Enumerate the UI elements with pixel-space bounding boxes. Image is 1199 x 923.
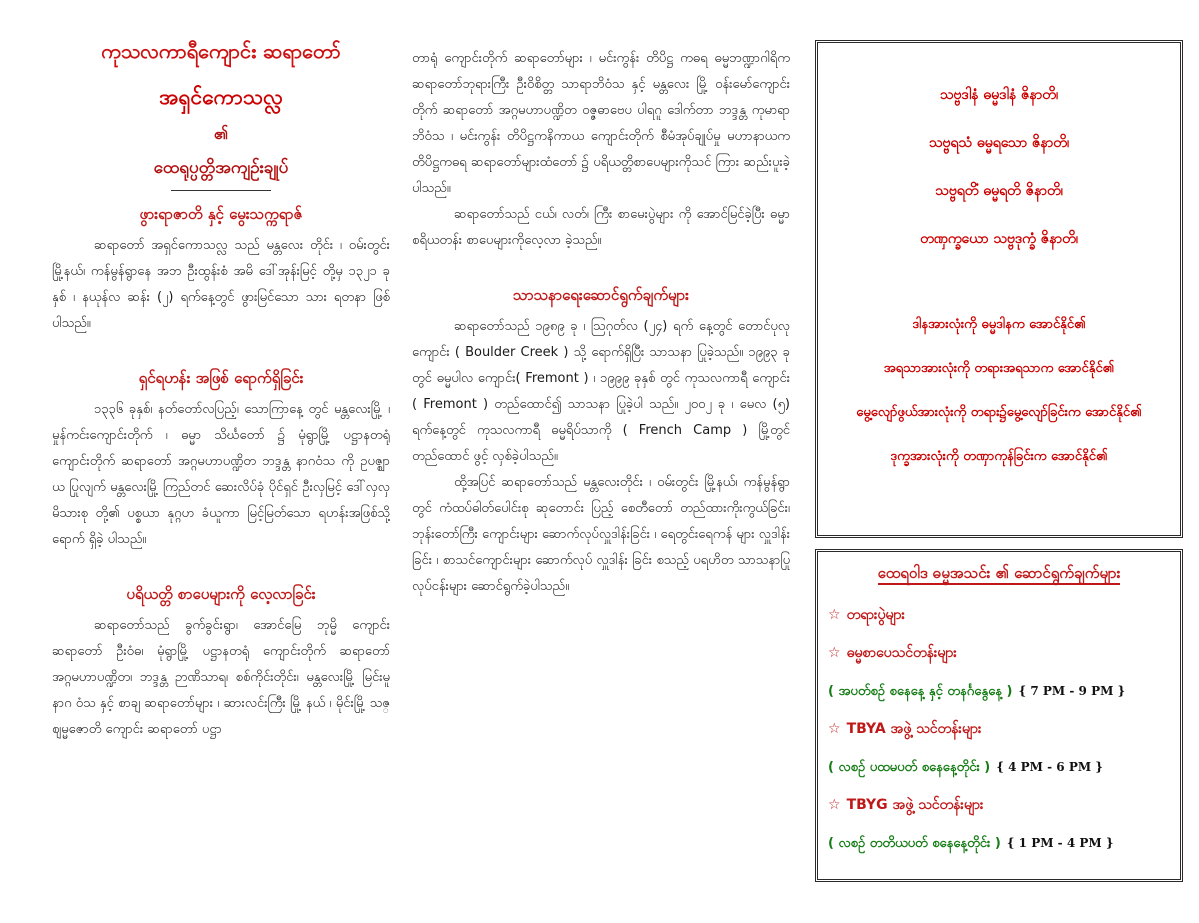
star-icon: ☆ xyxy=(828,797,841,813)
title-biography: ထေရုပ္ပတ္တိအကျဉ်းချုပ် xyxy=(153,158,289,178)
translated-verse: ဒါနအားလုံးကို ဓမ္မဒါနက အောင်နိုင်၏ xyxy=(912,317,1086,332)
activity-schedule: ( လစဉ် ပထမပတ် စနေနေ့တိုင်း ) { 4 PM - 6 PM } xyxy=(828,760,1104,775)
pali-verse: သဗ္ဗရသံ ဓမ္မရသော ဇိနာတိ၊ xyxy=(928,135,1070,151)
exams-text: ဆရာတော်သည် ငယ်၊ လတ်၊ ကြီး စာမေးပွဲများ ကို အောင်မြင်ခဲ့ပြီး ဓမ္မာစရိယတန်း စာပေများကိုလေ့လာ ခဲ့သည်။ xyxy=(412,207,790,248)
star-icon: ☆ xyxy=(828,645,841,661)
activity-dhamma-classes: ☆ ဓမ္မစာပေသင်တန်းများ xyxy=(828,645,957,661)
activity-schedule: ( အပတ်စဉ် စနေနေ့ နှင့် တနင်္ဂနွေနေ့ ) { 7 PM - 9 PM } xyxy=(828,684,1126,699)
activities-title: ထေရဝါဒ ဓမ္မအသင်း ၏ ဆောင်ရွက်ချက်များ xyxy=(818,552,1180,586)
activity-tbyg-classes: ☆ TBYG အဖွဲ့ သင်တန်းများ xyxy=(828,797,984,813)
activity-dhamma-talks: ☆ တရားပွဲများ xyxy=(828,607,906,623)
pali-verses xyxy=(818,43,1180,275)
section-heading-study: ပရိယတ္တိ စာပေများကို လေ့လာခြင်း xyxy=(126,585,316,603)
pali-verse: သဗ္ဗဒါနံ ဓမ္မဒါနံ ဇိနာတိ၊ xyxy=(939,87,1059,103)
verses-box xyxy=(815,40,1183,538)
section-heading-birth: ဖွားရာဇာတိ နှင့် မွေးသက္ကရာဇ် xyxy=(139,205,303,223)
title-particle: ၏ xyxy=(213,124,229,143)
translated-verse: ဒုက္ခအားလုံးကို တဏှာကုန်ခြင်းက အောင်နိုင်၏ xyxy=(890,449,1108,464)
pali-verse: သဗ္ဗရတိံ ဓမ္မရတိ ဇိနာတိ၊ xyxy=(935,183,1063,199)
star-icon: ☆ xyxy=(828,721,841,737)
translated-verse: အရသာအားလုံးကို တရားအရသာက အောင်နိုင်၏ xyxy=(883,361,1115,376)
activities-box xyxy=(815,549,1183,882)
works-text-charity: ထို့အပြင် ဆရာတော်သည် မန္တလေးတိုင်း ၊ ဝမ်းတွင်း မြို့နယ်၊ ကန်မွန်ရွာတွင် ကံထပ်ဓါတ်ပေါင်းစု ဆုတောင်း ပြည့် စေတီတော် တည်ထားကိုးကွယ်ခြင်း၊ ဘုန်းတော်ကြီး ကျောင်းများ ဆောက်လုပ်လှူဒါန်းခြင်း ၊ ရေတွင်းရေကန် များ လှူဒါန်းခြင်း ၊ စာသင်ကျောင်းများ ဆောက်လုပ် လှူဒါန်း ခြင်း စသည့် ပရဟိတ သာသနာပြုလုပ်ငန်းများ ဆောင်ရွက်ခဲ့ပါသည်။ xyxy=(412,475,790,594)
section-text-ordination: ၁၃၃၆ ခုနှစ်၊ နတ်တော်လပြည့်၊ သောကြာနေ့ တွင် မန္တလေးမြို့ ၊ မှုန်ကင်းကျောင်းတိုက် ၊ ဓမ္မာ သိင်္ဃတော် ၌ မုံရွာမြို့ ပဋ္ဌာနတရုံ ကျောင်းတိုက် ဆရာတော် အဂ္ဂမဟာပဏ္ဍိတ ဘဒ္ဒန္တ နာဂဝံသ ကို ဥပဇ္ဈာယ ပြုလျက် မန္တလေးမြို့ ကြည်တင် ဆေးလိပ်ခုံ ပိုင်ရှင် ဦးလှမြင့် ဒေါ်လှလှ မိသားစု တို့၏ ပစ္စယာ နုဂ္ဂဟ ခံယူကာ မြင့်မြတ်သော ရဟန်းအဖြစ်သို့ ရောက် ရှိခဲ့ ပါသည်။ xyxy=(52,402,390,547)
study-continued-text: တာရုံ ကျောင်းတိုက် ဆရာတော်များ ၊ မင်းကွန်း တိပိဋ္ဌ ကဓရ ဓမ္မဘဏ္ဍာဂါရိက ဆရာတော်ဘုရားကြီး ဦးဝိစိတ္တ သာရာဘိဝံသ နှင့် မန္တလေး မြို့ ဝန်းမော်ကျောင်း တိုက် ဆရာတော် အဂ္ဂမဟာပဏ္ဍိတ ဝဇ္ဇဓာဗေပ ပါရဂူ ဒေါက်တာ ဘဒ္ဒန္တ ကုမာရာဘိဝံသ ၊ မင်းကွန်း တိပိဋ္ဌကနိကာယ ကျောင်းတိုက် စီမံအုပ်ချုပ်မှု မဟာနာယက တိပိဋ္ဌကဓရ ဆရာတော်များထံတော် ၌ ပရိယတ္တိစာပေများကိုသင် ကြား ဆည်းပူးခဲ့ပါသည်။ xyxy=(412,51,790,196)
title-monk-name: အရှင်ကောသလ္လ xyxy=(159,85,283,109)
translated-verse: မွေ့လျော်ဖွယ်အားလုံးကို တရား၌မွေ့လျော်ခြင်းက အောင်နိုင်၏ xyxy=(856,405,1142,420)
translated-verses xyxy=(818,275,1180,467)
activity-hours: { 1 PM - 4 PM } xyxy=(1006,836,1114,850)
activity-hours: { 7 PM - 9 PM } xyxy=(1018,684,1126,698)
activity-tbya-classes: ☆ TBYA အဖွဲ့ သင်တန်းများ xyxy=(828,721,982,737)
column-middle xyxy=(400,0,800,923)
works-text-monasteries: ဆရာတော်သည် ၁၉၈၉ ခု ၊ ဩဂုတ်လ (၂၄) ရက် နေ့တွင် တောင်ပုလုကျောင်း ( Boulder Creek ) သို့ ရောက်ရှိပြီး သာသနာ ပြုခဲ့သည်။ ၁၉၉၃ ခု တွင် ဓမ္မပါလ ကျောင်း( Fremont ) ၊ ၁၉၉၉ ခုနှစ် တွင် ကုသလကာရီ ကျောင်း ( Fremont ) တည်ထောင်၍ သာသနာ ပြုခဲ့ပါ သည်။ ၂၀၀၂ ခု ၊ မေလ (၅) ရက်နေ့တွင် ကုသလကာရီ ဓမ္မရိပ်သာကို ( French Camp ) မြို့တွင်တည်ထောင် ဖွင့် လှစ်ခဲ့ပါသည်။ xyxy=(412,319,790,464)
pali-verse: တဏှက္ခယော သဗ္ဗဒုက္ခံ ဇိနာတိ၊ xyxy=(920,231,1078,247)
activity-hours: { 4 PM - 6 PM } xyxy=(996,760,1104,774)
section-heading-ordination: ရှင်ရဟန်း အဖြစ် ရောက်ရှိခြင်း xyxy=(138,369,304,387)
section-text-study: ဆရာတော်သည် ခွက်ခွင်းရွာ၊ အောင်မြေ ဘုမ္မိ ကျောင်း ဆရာတော် ဦးဝံဓ၊ မုံရွာမြို့ ပဋ္ဌာနတရုံ ကျောင်းတိုက် ဆရာတော် အဂ္ဂမဟာပဏ္ဍိတ၊ ဘဒ္ဒန္တ ဉာဏိသာရ၊ စစ်ကိုင်းတိုင်း၊ မန္တလေးမြို့ မြင်းမူ နာဂ ဝံသ နှင့် စာချ ဆရာတော်များ ၊ ဆားလင်းကြီး မြို့ နယ် ၊ မိုင်းမြို့ သဇ္ဈမ္မဇောတိ ကျောင်း ဆရာတော် ပဋ္ဌာ xyxy=(52,618,390,737)
title-divider xyxy=(171,190,271,191)
column-left xyxy=(0,0,400,923)
section-text-birth: ဆရာတော် အရှင်ကောသလ္လ သည် မန္တလေး တိုင်း ၊ ဝမ်းတွင်းမြို့နယ်၊ ကန်မွန်ရွာနေ အဘ ဦးထွန်းစံ အမိ ဒေါ်အုန်းမြင့် တို့မှ ၁၃၂၁ ခုနှစ် ၊ နယုန်လ ဆန်း (၂) ရက်နေ့တွင် ဖွားမြင်သော သား ရတနာ ဖြစ်ပါသည်။ xyxy=(52,238,390,331)
activity-schedule: ( လစဉ် တတိယပတ် စနေနေ့တိုင်း ) { 1 PM - 4 PM } xyxy=(828,836,1114,851)
star-icon: ☆ xyxy=(828,607,841,623)
title-monastery: ကုသလကာရီကျောင်း ဆရာတော် xyxy=(101,39,341,63)
section-heading-works: သာသနာရေးဆောင်ရွက်ချက်များ xyxy=(513,286,689,304)
